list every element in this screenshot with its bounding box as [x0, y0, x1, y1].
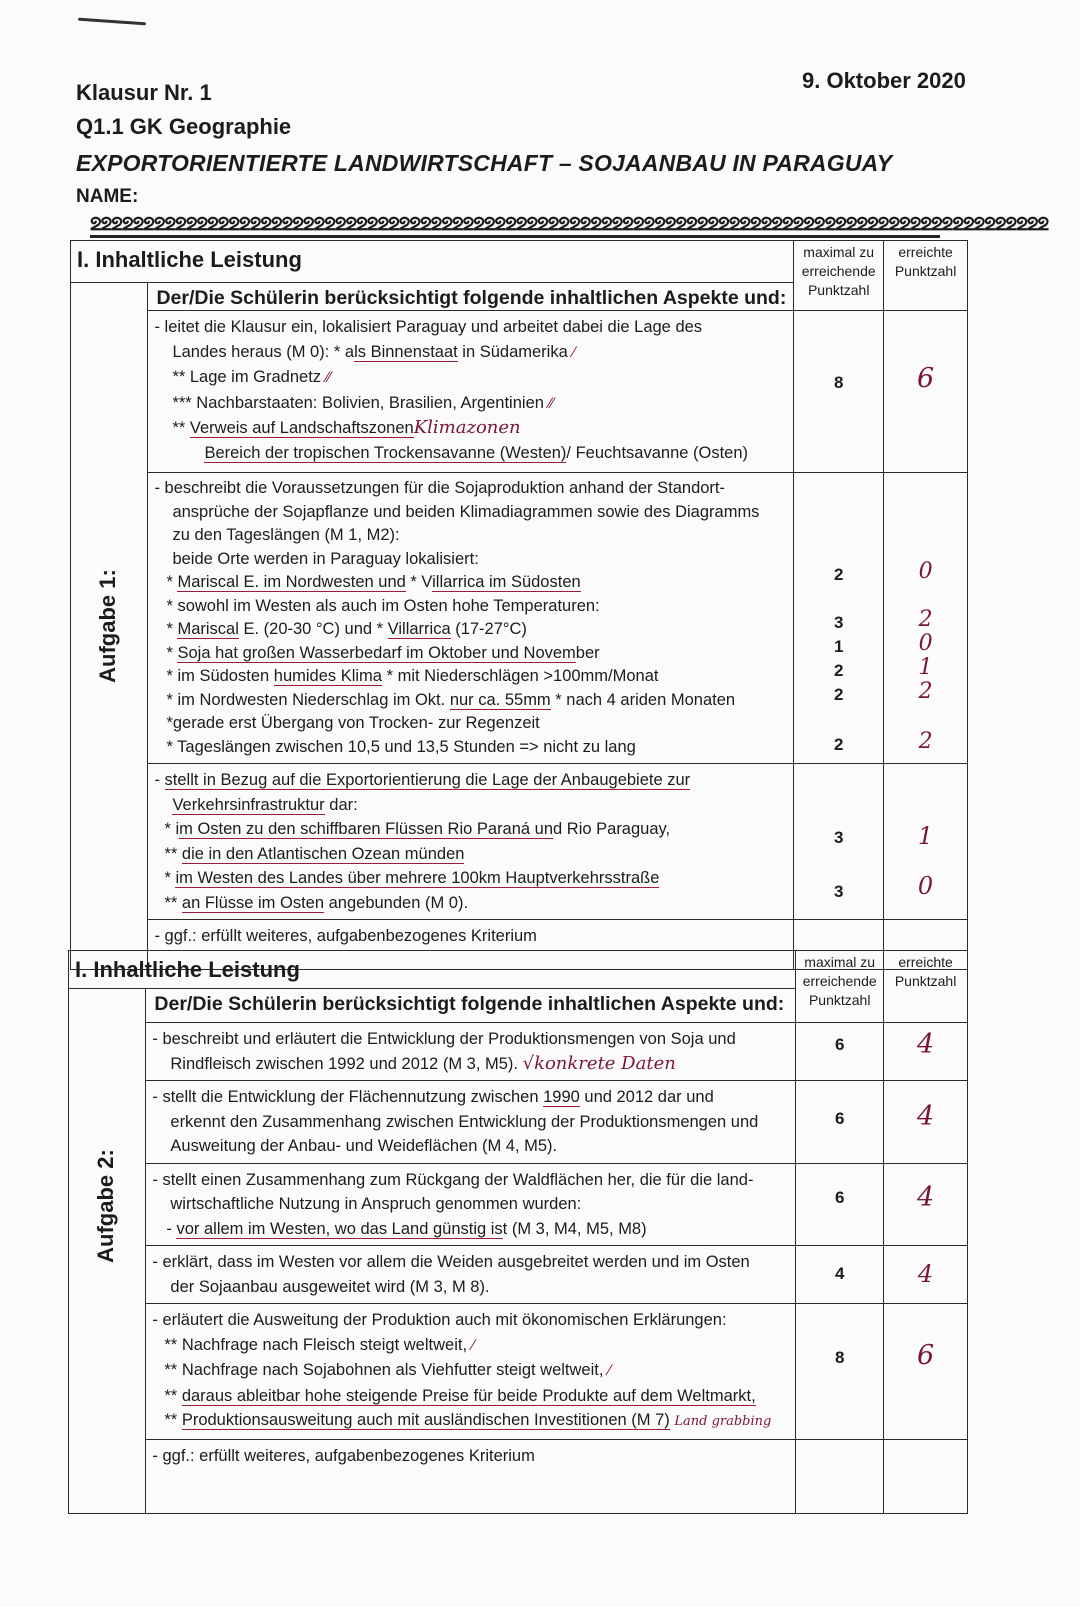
exam-title: EXPORTORIENTIERTE LANDWIRTSCHAFT – SOJAANBAU IN PARAGUAY — [76, 150, 893, 176]
column-header-achieved-points: erreichte Punktzahl — [884, 951, 968, 1023]
max-points-cell: 8 — [796, 1304, 884, 1440]
aufgabe-1-label: Aufgabe 1: — [94, 569, 120, 683]
handwritten-note-konkrete-daten: √konkrete Daten — [522, 1052, 676, 1074]
klausur-number: Klausur Nr. 1 — [76, 80, 212, 105]
achieved-points-cell: 4 — [884, 1023, 968, 1081]
category-heading: I. Inhaltliche Leistung — [71, 241, 794, 283]
handwritten-note-klimazonen: Klimazonen — [413, 417, 521, 438]
max-points-cell: 3 3 — [794, 764, 884, 920]
column-header-max-points: maximal zu erreichende Punktzahl — [794, 241, 884, 311]
criterion-weiteres: - ggf.: erfüllt weiteres, aufgabenbezogenes Kriterium — [146, 1439, 796, 1513]
criterion-flaechennutzung: - stellt die Entwicklung der Flächennutzung zwischen 1990 und 2012 dar und erkennt den Zusammenhang zwischen Entwicklung der Produktionsmengen und Ausweitung der Anbau- und Weideflächen (M 4, M5). — [146, 1081, 796, 1164]
check-mark: ⁄⁄ — [548, 395, 554, 412]
max-points-cell: 2 3 1 2 2 2 — [794, 473, 884, 764]
grading-table-aufgabe-1 — [70, 240, 968, 970]
max-points-cell: 6 — [796, 1081, 884, 1164]
aufgabe-2-label: Aufgabe 2: — [92, 1149, 118, 1263]
achieved-points-cell: 6 — [884, 1304, 968, 1440]
criteria-subheader: Der/Die Schülerin berücksichtigt folgende inhaltlichen Aspekte und: — [148, 283, 794, 311]
max-points-cell: 6 — [796, 1023, 884, 1081]
criterion-oekonomische-erklaerungen: - erläutert die Ausweitung der Produktion auch mit ökonomischen Erklärungen: ** Nachfrage nach Fleisch steigt weltweit, ⁄ ** Nachfrage nach Sojabohnen als Viehfutter steigt weltweit, ⁄ ** daraus ableitbar hohe steigende Preise für beide Produkte auf dem Weltmarkt, ** Produktionsausweitung auch mit ausländischen Investitionen (M 7) Land grabbing — [146, 1304, 796, 1440]
achieved-points-cell: 4 — [884, 1163, 968, 1246]
achieved-points-cell: 4 — [884, 1246, 968, 1304]
achieved-points-cell: 1 0 — [884, 764, 968, 920]
achieved-points-cell: 6 — [884, 311, 968, 473]
greek-key-border: ᘖᘖᘖᘖᘖᘖᘖᘖᘖᘖᘖᘖᘖᘖᘖᘖᘖᘖᘖᘖᘖᘖᘖᘖᘖᘖᘖᘖᘖᘖᘖᘖᘖᘖᘖᘖᘖᘖᘖᘖᘖᘖᘖᘖᘖᘖᘖᘖᘖᘖᘖᘖᘖᘖᘖᘖᘖᘖᘖᘖᘖᘖᘖᘖᘖᘖᘖᘖᘖᘖᘖᘖᘖᘖᘖᘖᘖᘖᘖᘖᘖᘖᘖᘖᘖᘖᘖᘖᘖᘖ — [90, 215, 940, 238]
check-mark: ⁄⁄ — [325, 370, 331, 386]
max-points-cell: 4 — [796, 1246, 884, 1304]
column-header-achieved-points: erreichte Punktzahl — [884, 241, 968, 311]
criterion-waldflaechen: - stellt einen Zusammenhang zum Rückgang der Waldflächen her, die für die land- wirtschaftliche Nutzung in Anspruch genommen wurden: - vor allem im Westen, wo das Land günstig ist (M 3, M4, M5, M8) — [146, 1163, 796, 1246]
check-mark: ⁄ — [471, 1337, 474, 1354]
pen-stroke-mark — [78, 18, 146, 26]
max-points-cell: 8 — [794, 311, 884, 473]
handwritten-note-land-grabbing: Land grabbing — [674, 1414, 772, 1429]
check-mark: ⁄ — [572, 344, 575, 361]
side-label-cell — [69, 989, 146, 1514]
category-heading: I. Inhaltliche Leistung — [69, 951, 796, 989]
criteria-subheader: Der/Die Schülerin berücksichtigt folgende inhaltlichen Aspekte und: — [146, 989, 796, 1023]
criterion-verkehrsinfrastruktur: - stellt in Bezug auf die Exportorientierung die Lage der Anbaugebiete zur Verkehrsinfrastruktur dar: * im Osten zu den schiffbaren Flüssen Rio Paraná und Rio Paraguay, ** die in den Atlantischen Ozean münden * im Westen des Landes über mehrere 100km Hauptverkehrsstraße ** an Flüsse im Osten angebunden (M 0). — [148, 764, 794, 920]
criterion-lage-paraguay: - leitet die Klausur ein, lokalisiert Paraguay und arbeitet dabei die Lage des Landes heraus (M 0): * als Binnenstaat in Südamerika ⁄ ** Lage im Gradnetz ⁄⁄ *** Nachbarstaaten: Bolivien, Brasilien, Argentinien ⁄⁄ ** Verweis auf LandschaftszonenKlimazonen Bereich der tropischen Trockensavanne (Westen)/ Feuchtsavanne (Osten) — [148, 311, 794, 473]
max-points-cell: 6 — [796, 1163, 884, 1246]
course-label: Q1.1 GK Geographie — [76, 114, 292, 139]
name-label: NAME: — [76, 186, 139, 207]
achieved-points-cell: 4 — [884, 1081, 968, 1164]
criterion-voraussetzungen-soja: - beschreibt die Voraussetzungen für die Sojaproduktion anhand der Standort- ansprüche der Sojapflanze und beiden Klimadiagrammen sowie des Diagramms zu den Tageslängen (M 1, M2): beide Orte werden in Paraguay lokalisiert: * Mariscal E. im Nordwesten und * Villarrica im Südosten * sowohl im Westen als auch im Osten hohe Temperaturen: * Mariscal E. (20-30 °C) und * Villarrica (17-27°C) * Soja hat großen Wasserbedarf im Oktober und November * im Südosten humides Klima * mit Niederschlägen >100mm/Monat * im Nordwesten Niederschlag im Okt. nur ca. 55mm * nach 4 ariden Monaten *gerade erst Übergang von Trocken- zur Regenzeit * Tageslängen zwischen 10,5 und 13,5 Stunden => nicht zu lang — [148, 473, 794, 764]
achieved-points-cell: 0 2 0 1 2 2 — [884, 473, 968, 764]
check-mark: ⁄ — [608, 1363, 611, 1379]
column-header-max-points: maximal zu erreichende Punktzahl — [796, 951, 884, 1023]
criterion-produktionsmengen: - beschreibt und erläutert die Entwicklung der Produktionsmengen von Soja und Rindfleisch zwischen 1992 und 2012 (M 3, M5). √konkrete Daten — [146, 1023, 796, 1081]
grading-table-aufgabe-2 — [68, 950, 968, 1514]
achieved-points-cell — [884, 1439, 968, 1513]
max-points-cell — [796, 1439, 884, 1513]
side-label-cell — [71, 283, 148, 970]
criterion-weiteres: - ggf.: erfüllt weiteres, aufgabenbezogenes Kriterium — [148, 920, 794, 970]
criterion-weiden-sojaanbau: - erklärt, dass im Westen vor allem die Weiden ausgebreitet werden und im Osten der Sojaanbau ausgeweitet wird (M 3, M 8). — [146, 1246, 796, 1304]
exam-date: 9. Oktober 2020 — [802, 68, 966, 93]
